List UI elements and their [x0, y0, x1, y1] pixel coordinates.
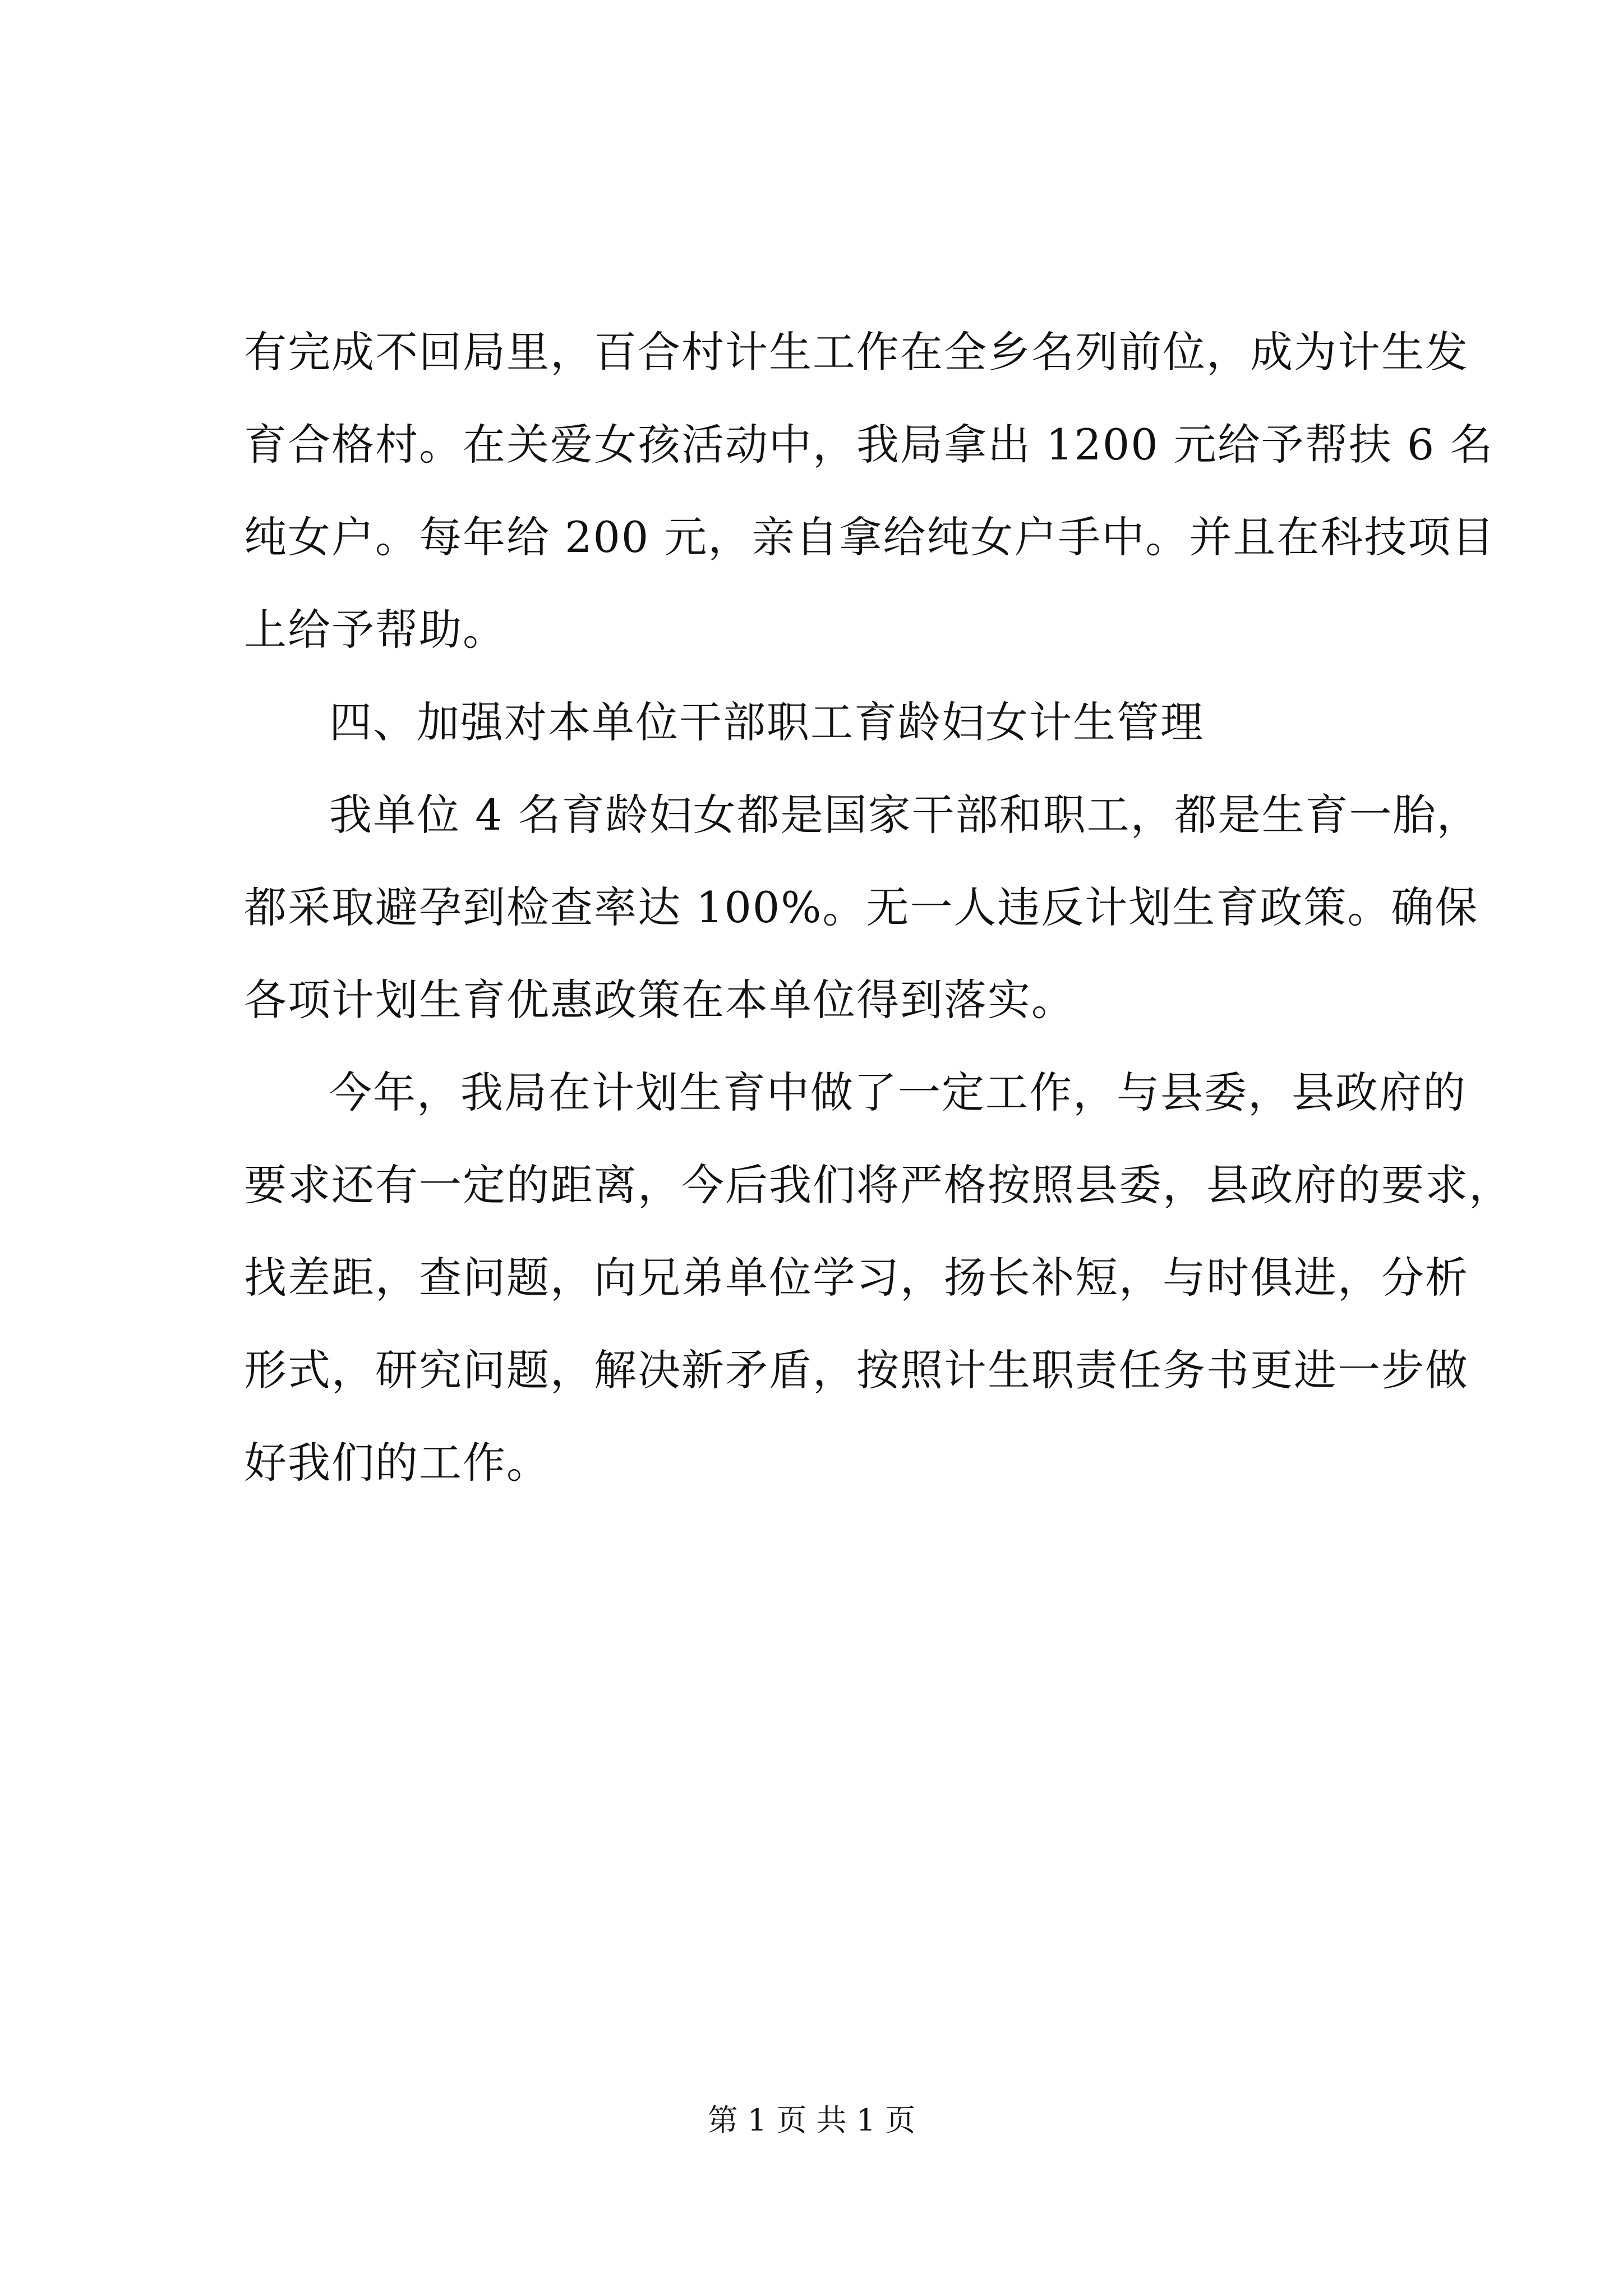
- text-line-9: 今年，我局在计划生育中做了一定工作，与县委，县政府的: [329, 1068, 1467, 1117]
- text-line-13: 好我们的工作。: [244, 1438, 550, 1488]
- text-line-8: 各项计划生育优惠政策在本单位得到落实。: [244, 975, 1075, 1025]
- text-line-3: 纯女户。每年给 200 元，亲自拿给纯女户手中。并且在科技项目: [244, 512, 1496, 562]
- text-line-12: 形式，研究问题，解决新矛盾，按照计生职责任务书更进一步做: [244, 1345, 1469, 1395]
- text-line-10: 要求还有一定的距离，今后我们将严格按照县委，县政府的要求，: [244, 1160, 1513, 1210]
- text-line-4: 上给予帮助。: [244, 605, 506, 655]
- text-line-7: 都采取避孕到检查率达 100%。无一人违反计划生育政策。确保: [244, 882, 1479, 932]
- section-heading: 四、加强对本单位干部职工育龄妇女计生管理: [329, 697, 1204, 747]
- text-line-11: 找差距，查问题，向兄弟单位学习，扬长补短，与时俱进，分析: [244, 1253, 1469, 1303]
- text-line-6: 我单位 4 名育龄妇女都是国家干部和职工，都是生育一胎，: [329, 790, 1481, 840]
- text-line-1: 有完成不回局里，百合村计生工作在全乡名列前位，成为计生发: [244, 327, 1469, 377]
- text-line-2: 育合格村。在关爱女孩活动中，我局拿出 1200 元给予帮扶 6 名: [244, 420, 1494, 470]
- page-footer: 第 1 页 共 1 页: [707, 2102, 916, 2138]
- body-text: [244, 306, 1513, 1509]
